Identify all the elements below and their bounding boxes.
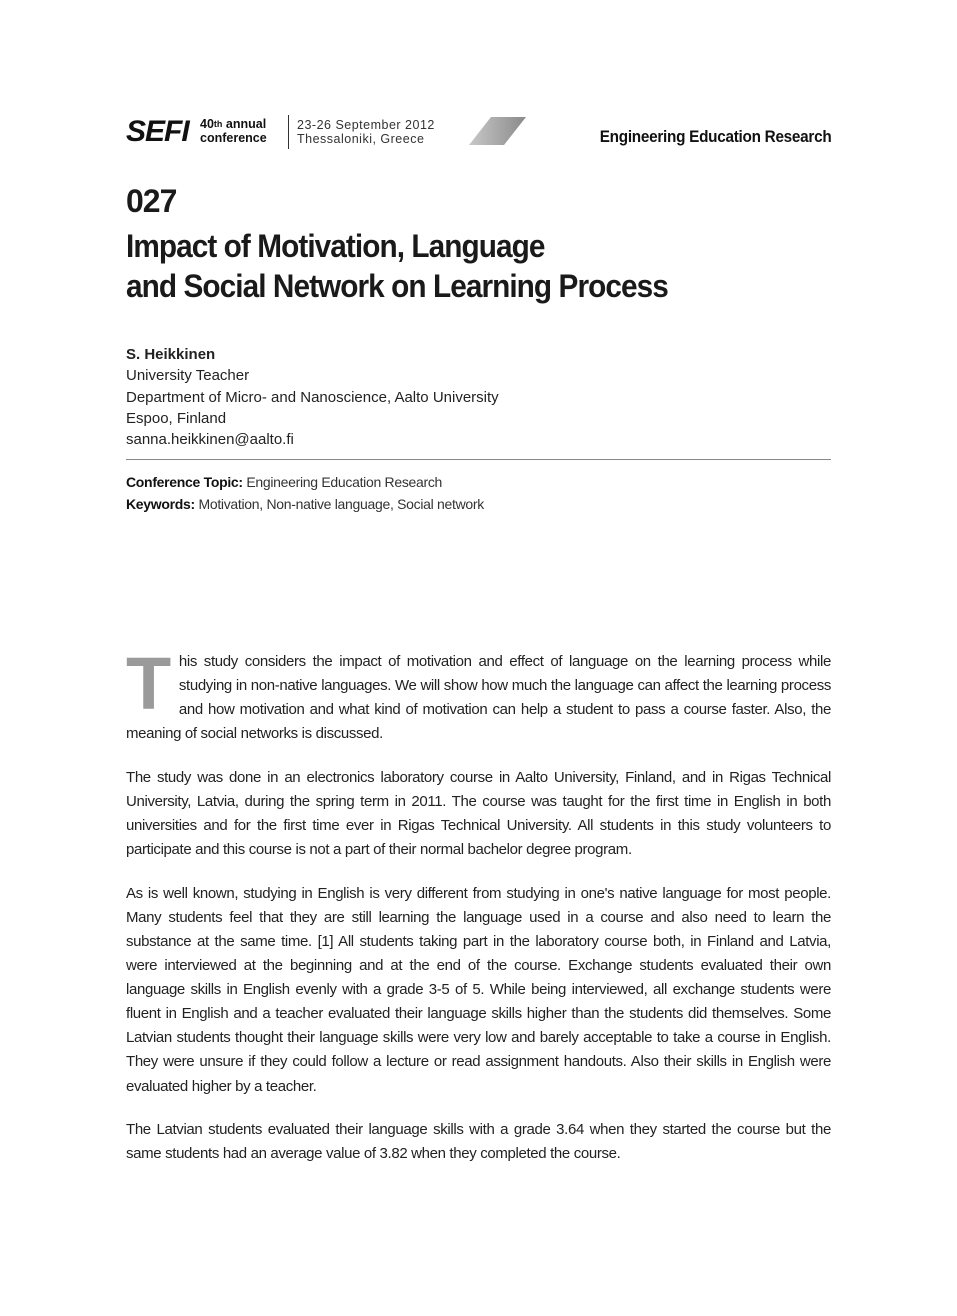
keywords-value: Motivation, Non-native language, Social network: [194, 495, 484, 512]
paragraph-4: The Latvian students evaluated their language skills with a grade 3.64 when they started the course but the same students had an average value of 3.82 when they completed the course.: [126, 1121, 831, 1163]
annual-number: 40: [200, 117, 214, 131]
conference-word: conference: [200, 131, 267, 145]
author-department: Department of Micro- and Nanoscience, Aalto University: [126, 388, 499, 406]
metadata-block: [126, 472, 484, 515]
paragraph-1-text: his study considers the impact of motivation and effect of language on the learning process while studying in non-native languages. We will show how much the language can affect the learning process and how motivation and what kind of motivation can help a student to pass a course faster. Also, the meaning of social networks is discussed.: [126, 653, 831, 743]
author-name: S. Heikkinen: [126, 346, 216, 363]
sefi-logo: SEFI: [126, 115, 189, 148]
author-position: University Teacher: [126, 367, 250, 385]
paragraph-3: As is well known, studying in English is very different from studying in one's native language for most people. Many students feel that they are still learning the language used in a course and also need to learn the substance at the same time. [1] All students taking part in the laboratory course both, in Finland and Latvia, were interviewed at the beginning and at the end of the course. Exchange students evaluated their own language skills in English evenly with a grade 3-5 of 5. While being interviewed, all exchange students were fluent in English and a teacher evaluated their language skills higher than the students did themselves. Some Latvian students thought their language skills were very low and barely acceptable to take a course in English. They were unsure if they could follow a lecture or read assignment handouts. Also their skills in English were evaluated higher by a teacher.: [126, 884, 831, 1095]
body-text: [126, 642, 831, 1186]
header-divider: [288, 115, 289, 149]
conference-dates: 23-26 September 2012: [297, 118, 435, 132]
author-email: sanna.heikkinen@aalto.fi: [126, 431, 294, 449]
conference-date-location: [297, 118, 435, 146]
topic-value: Engineering Education Research: [242, 474, 443, 490]
page-header: [126, 115, 831, 155]
paper-title: [126, 226, 777, 306]
header-rule: [126, 459, 831, 460]
author-block: [126, 344, 499, 450]
section-title: Engineering Education Research: [599, 127, 831, 146]
paragraph-2: The study was done in an electronics laboratory course in Aalto University, Finland, and in Rigas Technical University, Latvia, during the spring term in 2011. The course was taught for the first time in English in both universities and for the first time ever in Rigas Technical University. All students in this study volunteers to participate and this course is not a part of their normal bachelor degree program.: [126, 768, 831, 859]
paragraph-1: [126, 642, 831, 746]
keywords: [126, 494, 484, 516]
decorative-stripe-icon: [469, 117, 529, 145]
drop-cap: T: [126, 642, 171, 725]
paper-title-line-2: and Social Network on Learning Process: [126, 268, 668, 304]
paper-title-line-1: Impact of Motivation, Language: [126, 228, 545, 264]
annual-ordinal: th: [213, 119, 223, 129]
conference-location: Thessaloniki, Greece: [297, 132, 425, 146]
conference-topic: [126, 472, 484, 494]
paper-number: 027: [126, 183, 177, 219]
keywords-label: Keywords:: [126, 495, 195, 512]
topic-label: Conference Topic:: [126, 474, 243, 490]
annual-conference-label: [200, 117, 267, 145]
author-location: Espoo, Finland: [126, 409, 227, 427]
annual-word: annual: [222, 117, 267, 131]
